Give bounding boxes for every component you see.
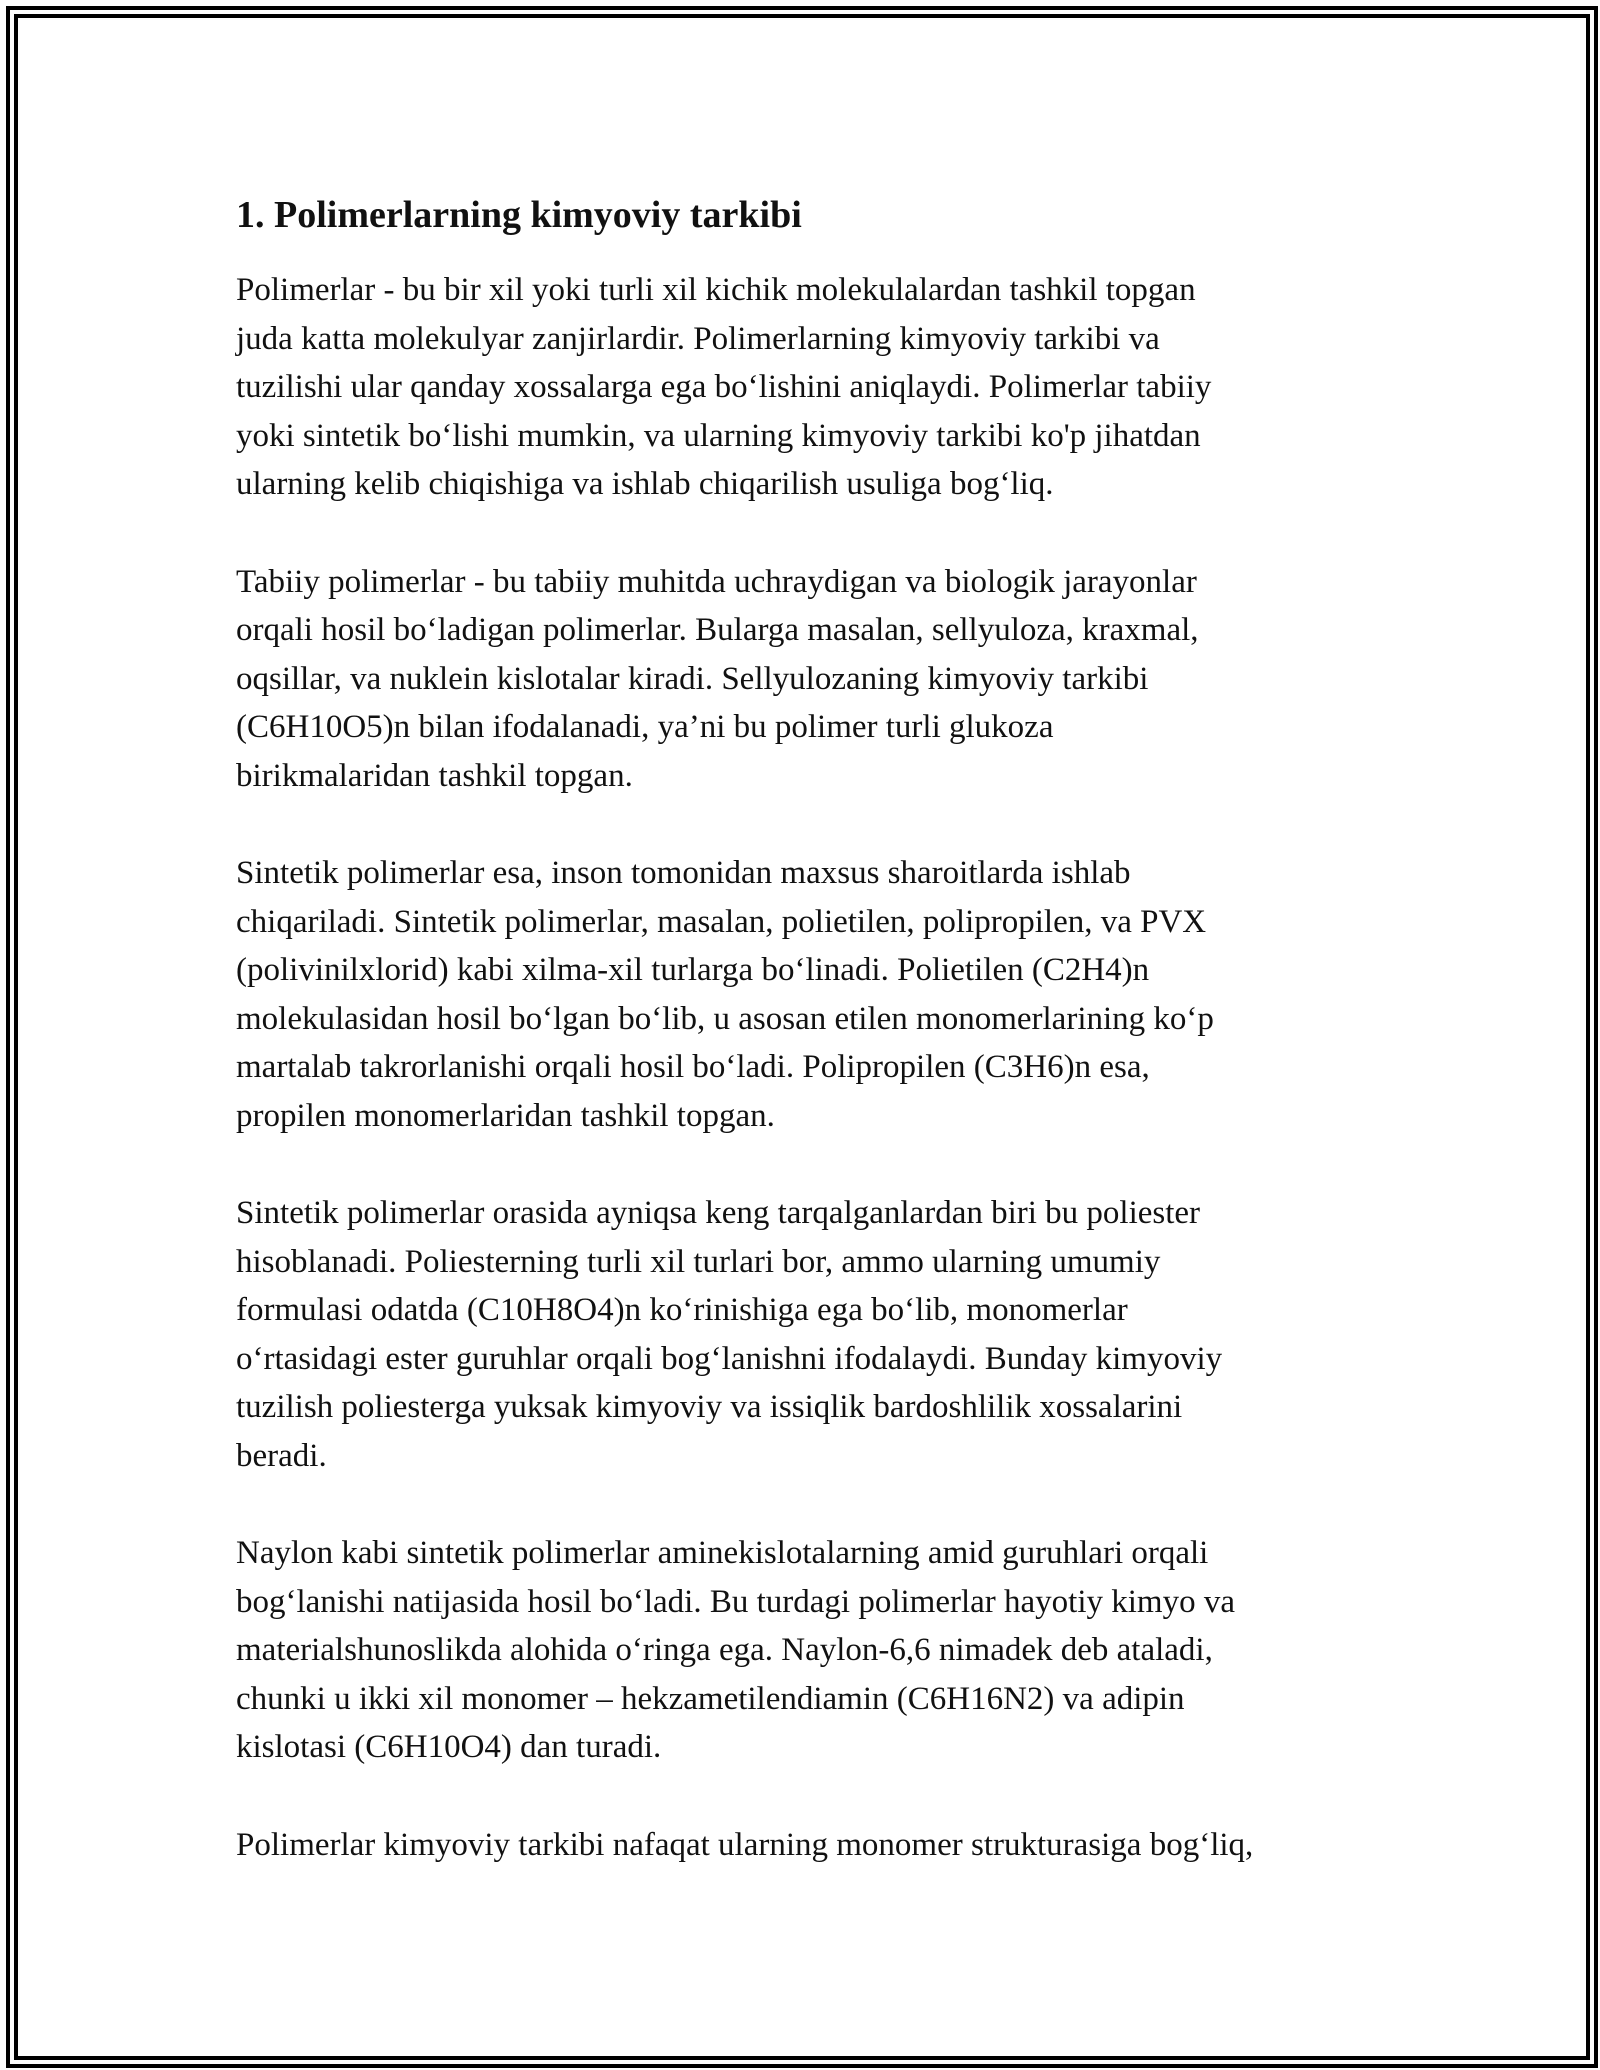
paragraph-conclusion: Polimerlar kimyoviy tarkibi nafaqat ularning monomer strukturasiga bog‘liq,: [236, 1826, 1254, 1863]
paragraph-synthetic-polymers: Sintetik polimerlar esa, inson tomonidan maxsus sharoitlarda ishlab chiqariladi. Sintetik polimerlar, masalan, polietilen, polipropilen, va PVX (polivinilxlorid) kabi xilma-xil turlarga bo‘linadi. Polietilen (C2H4)n molekulasidan hosil bo‘lgan bo‘lib, u asosan etilen monomerlarining ko‘p martalab takrorlanishi orqali hosil bo‘ladi. Polipropilen (C3H6)n esa, propilen monomerlaridan tashkil topgan.: [236, 855, 1214, 1134]
document-body: [236, 186, 1376, 1918]
paragraph-polyester: Sintetik polimerlar orasida ayniqsa keng tarqalganlardan biri bu poliester hisoblanadi. Poliesterning turli xil turlari bor, ammo ularning umumiy formulasi odatda (C10H8O4)n ko‘rinishiga ega bo‘lib, monomerlar o‘rtasidagi ester guruhlar orqali bog‘lanishni ifodalaydi. Bunday kimyoviy tuzilish poliesterga yuksak kimyoviy va issiqlik bardoshlilik xossalarini beradi.: [236, 1195, 1223, 1474]
paragraph-natural-polymers: Tabiiy polimerlar - bu tabiiy muhitda uchraydigan va biologik jarayonlar orqali hosil bo‘ladigan polimerlar. Bularga masalan, sellyuloza, kraxmal, oqsillar, va nuklein kislotalar kiradi. Sellyulozaning kimyoviy tarkibi (C6H10O5)n bilan ifodalanadi, ya’ni bu polimer turli glukoza birikmalaridan tashkil topgan.: [236, 563, 1199, 794]
paragraph-nylon: Naylon kabi sintetik polimerlar aminekislotalarning amid guruhlari orqali bog‘lanishi natijasida hosil bo‘ladi. Bu turdagi polimerlar hayotiy kimyo va materialshunoslikda alohida o‘ringa ega. Naylon-6,6 nimadek deb ataladi, chunki u ikki xil monomer – hekzametilendiamin (C6H16N2) va adipin kislotasi (C6H10O4) dan turadi.: [236, 1535, 1235, 1765]
paragraph-intro: Polimerlar - bu bir xil yoki turli xil kichik molekulalardan tashkil topgan juda katta molekulyar zanjirlardir. Polimerlarning kimyoviy tarkibi va tuzilishi ular qanday xossalarga ega bo‘lishini aniqlaydi. Polimerlar tabiiy yoki sintetik bo‘lishi mumkin, va ularning kimyoviy tarkibi ko'p jihatdan ularning kelib chiqishiga va ishlab chiqarilish usuliga bog‘liq.: [236, 272, 1212, 502]
section-heading: 1. Polimerlarning kimyoviy tarkibi: [236, 194, 802, 236]
